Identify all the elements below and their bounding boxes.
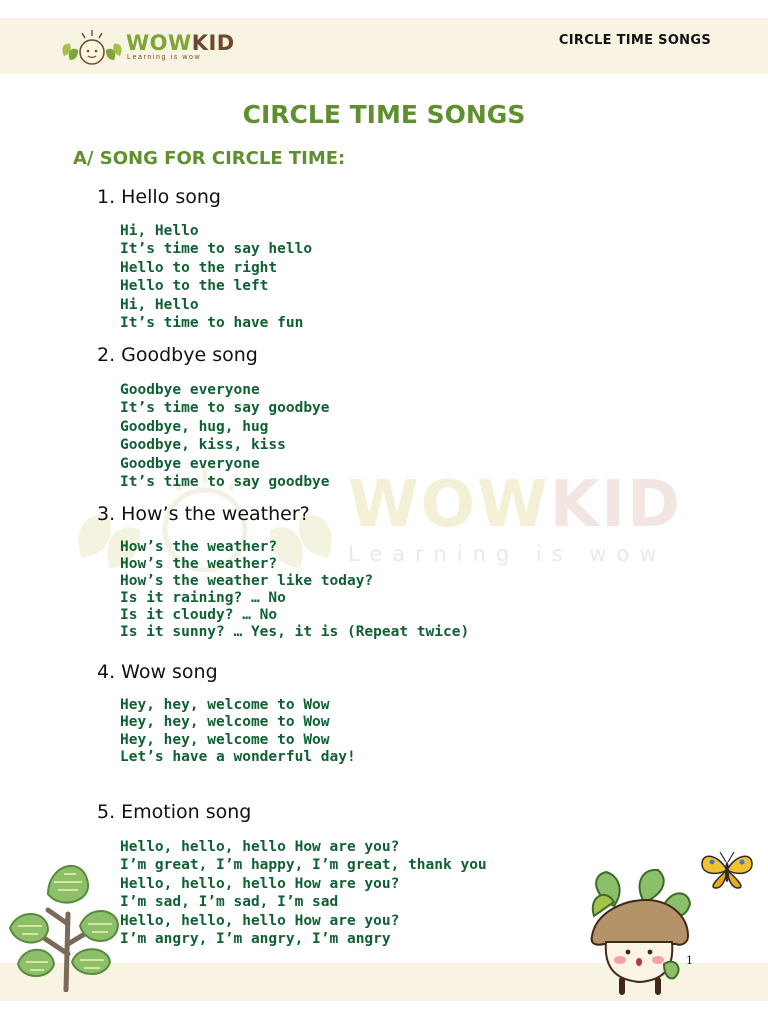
lyric-line: Goodbye everyone [120,455,260,472]
lyric-line: It’s time to have fun [120,314,304,331]
tree-illustration-icon [8,854,120,992]
logo-wordmark-wow: WOW [126,31,192,55]
lyric-line: It’s time to say hello [120,241,313,258]
lyric-line: It’s time to say goodbye [120,400,330,417]
song-number: 3. [97,503,116,525]
lyric-line: Hello, hello, hello How are you? [120,839,400,855]
song-lyrics-3 [120,539,469,641]
song-number: 4. [97,661,116,683]
lyric-line: How’s the weather? [120,539,278,555]
song-title-5 [97,801,251,823]
lyric-line: Hi, Hello [120,223,199,239]
song-lyrics-2 [120,381,330,491]
lyric-line: Goodbye everyone [120,382,260,398]
song-number: 2. [97,344,116,366]
song-number: 1. [97,186,116,208]
watermark-wordmark-wow: WOW [348,468,550,542]
lyric-line: Goodbye, kiss, kiss [120,437,286,454]
lyric-line: Hello, hello, hello How are you? [120,875,400,892]
logo-tagline: Learning is wow [127,54,202,61]
page-number: 1 [686,954,693,967]
song-lyrics-4 [120,697,356,766]
lyric-line: Is it sunny? … Yes, it is (Repeat twice) [120,624,470,640]
song-lyrics-1 [120,222,312,332]
lyric-line: Let’s have a wonderful day! [120,748,356,765]
logo-wordmark [126,31,235,55]
lyric-line: I’m angry, I’m angry, I’m angry [120,930,391,947]
page-title: CIRCLE TIME SONGS [242,100,526,129]
lyric-line: Goodbye, hug, hug [120,418,269,435]
lyric-line: Hello to the left [120,278,269,295]
header-title: CIRCLE TIME SONGS [558,33,711,48]
lyric-line: Hey, hey, welcome to Wow [120,731,330,748]
song-lyrics-5 [120,838,487,948]
section-title: A/ SONG FOR CIRCLE TIME: [73,148,346,169]
lyric-line: How’s the weather? [120,556,278,572]
song-title-text: Wow song [121,661,218,683]
watermark-wordmark [348,468,682,542]
lyric-line: Hello to the right [120,259,278,276]
lyric-line: Hi, Hello [120,296,199,313]
song-number: 5. [97,801,116,823]
logo-wordmark-kid: KID [191,31,235,55]
mascot-illustration-icon [584,866,694,998]
song-title-text: Goodbye song [121,344,258,366]
song-title-text: How’s the weather? [121,503,310,525]
lyric-line: Is it cloudy? … No [120,607,278,623]
song-title-4 [97,661,218,683]
lyric-line: Hello, hello, hello How are you? [120,912,400,929]
watermark-tagline: Learning is wow [348,542,667,566]
butterfly-icon [698,848,756,892]
song-title-3 [97,503,310,525]
song-title-1 [97,186,221,208]
lyric-line: I’m sad, I’m sad, I’m sad [120,894,339,911]
page-header [0,18,768,74]
lyric-line: I’m great, I’m happy, I’m great, thank you [120,857,487,874]
lyric-line: Hey, hey, welcome to Wow [120,697,330,713]
lyric-line: Hey, hey, welcome to Wow [120,714,330,731]
lyric-line: How’s the weather like today? [120,573,374,589]
lyric-line: Is it raining? … No [120,590,286,606]
song-title-text: Hello song [121,186,221,208]
song-title-2 [97,344,258,366]
lyric-line: It’s time to say goodbye [120,473,330,490]
song-title-text: Emotion song [121,801,252,823]
watermark-wordmark-kid: KID [549,468,683,542]
